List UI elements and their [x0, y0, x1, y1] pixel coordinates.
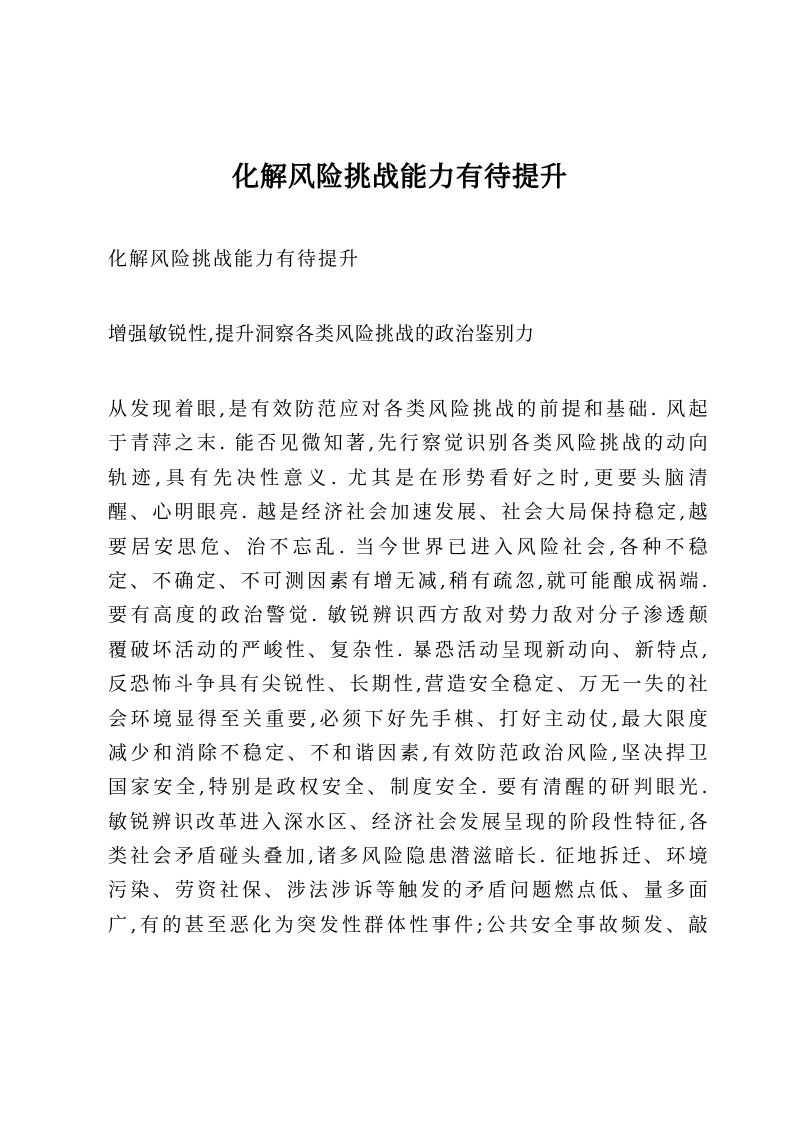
- paragraph-line: 广,有的甚至恶化为突发性群体性事件;公共安全事故频发、敲: [108, 913, 708, 936]
- section-heading: 增强敏锐性,提升洞察各类风险挑战的政治鉴别力: [108, 323, 536, 345]
- document-title: 化解风险挑战能力有待提升: [232, 162, 568, 193]
- paragraph-line: 国家安全,特别是政权安全、制度安全. 要有清醒的研判眼光.: [108, 776, 708, 799]
- paragraph-line: 于青萍之末. 能否见微知著,先行察觉识别各类风险挑战的动向: [108, 432, 708, 455]
- document-subtitle: 化解风险挑战能力有待提升: [108, 248, 361, 270]
- paragraph-line: 要有高度的政治警觉. 敏锐辨识西方敌对势力敌对分子渗透颠: [108, 604, 708, 627]
- paragraph-line: 定、不确定、不可测因素有增无减,稍有疏忽,就可能酿成祸端.: [108, 569, 708, 592]
- paragraph-line: 减少和消除不稳定、不和谐因素,有效防范政治风险,坚决捍卫: [108, 741, 708, 764]
- paragraph-line: 会环境显得至关重要,必须下好先手棋、打好主动仗,最大限度: [108, 707, 708, 730]
- paragraph-line: 要居安思危、治不忘乱. 当今世界已进入风险社会,各种不稳: [108, 535, 708, 558]
- paragraph-line: 轨迹,具有先决性意义. 尤其是在形势看好之时,更要头脑清: [108, 466, 708, 489]
- paragraph-line: 敏锐辨识改革进入深水区、经济社会发展呈现的阶段性特征,各: [108, 810, 708, 833]
- paragraph-line: 醒、心明眼亮. 越是经济社会加速发展、社会大局保持稳定,越: [108, 501, 708, 524]
- paragraph-line: 从发现着眼,是有效防范应对各类风险挑战的前提和基础. 风起: [108, 398, 708, 420]
- body-paragraph: [108, 392, 708, 942]
- paragraph-line: 类社会矛盾碰头叠加,诸多风险隐患潜滋暗长. 征地拆迁、环境: [108, 845, 708, 868]
- paragraph-line: 覆破坏活动的严峻性、复杂性. 暴恐活动呈现新动向、新特点,: [108, 638, 708, 661]
- paragraph-line: 污染、劳资社保、涉法涉诉等触发的矛盾问题燃点低、量多面: [108, 879, 708, 902]
- paragraph-line: 反恐怖斗争具有尖锐性、长期性,营造安全稳定、万无一失的社: [108, 673, 708, 696]
